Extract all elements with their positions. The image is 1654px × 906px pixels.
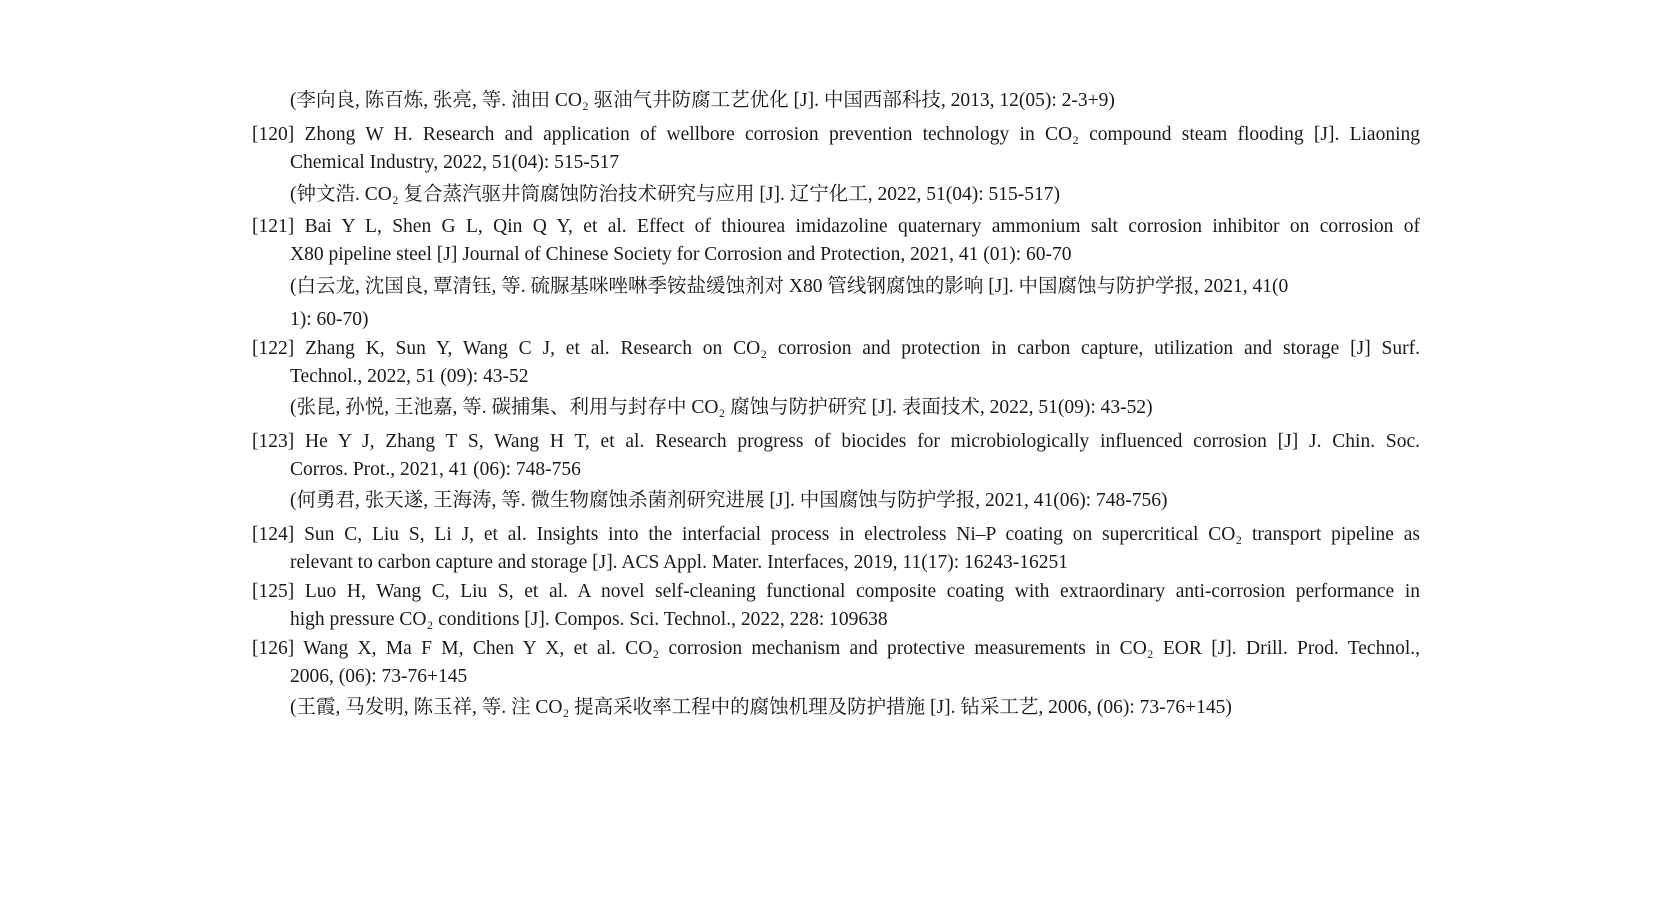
reference-line: Technol., 2022, 51 (09): 43-52 [290, 366, 529, 387]
reference-line: [126] Wang X, Ma F M, Chen Y X, et al. CO₂ corrosion mechanism and protective measurements in CO₂ EOR [J]. Drill. Prod. Technol., [252, 638, 1420, 659]
reference-line: (白云龙, 沈国良, 覃清钰, 等. 硫脲基咪唑啉季铵盐缓蚀剂对 X80 管线钢腐蚀的影响 [J]. 中国腐蚀与防护学报, 2021, 41(0 [290, 276, 1289, 297]
reference-line: relevant to carbon capture and storage [J]. ACS Appl. Mater. Interfaces, 2019, 11(17): 16243-16251 [290, 552, 1068, 573]
reference-line: Chemical Industry, 2022, 51(04): 515-517 [290, 152, 620, 173]
reference-line: [121] Bai Y L, Shen G L, Qin Q Y, et al. Effect of thiourea imidazoline quaternary ammonium salt corrosion inhibitor on corrosion of [252, 216, 1420, 237]
reference-line: (李向良, 陈百炼, 张亮, 等. 油田 CO₂ 驱油气井防腐工艺优化 [J]. 中国西部科技, 2013, 12(05): 2-3+9) [290, 90, 1115, 111]
reference-line: (何勇君, 张天遂, 王海涛, 等. 微生物腐蚀杀菌剂研究进展 [J]. 中国腐蚀与防护学报, 2021, 41(06): 748-756) [290, 490, 1168, 511]
reference-line: 2006, (06): 73-76+145 [290, 666, 468, 687]
reference-line: 1): 60-70) [290, 309, 369, 330]
reference-line: [125] Luo H, Wang C, Liu S, et al. A novel self-cleaning functional composite coating with extraordinary anti-corrosion performance in [252, 581, 1420, 602]
reference-line: (王霞, 马发明, 陈玉祥, 等. 注 CO₂ 提高采收率工程中的腐蚀机理及防护措施 [J]. 钻采工艺, 2006, (06): 73-76+145) [290, 697, 1232, 718]
reference-line: [124] Sun C, Liu S, Li J, et al. Insights into the interfacial process in electroless Ni–P coating on supercritical CO₂ transport pipeline as [252, 524, 1420, 545]
reference-line: X80 pipeline steel [J] Journal of Chinese Society for Corrosion and Protection, 2021, 41 (01): 60-70 [290, 244, 1072, 265]
reference-line: [123] He Y J, Zhang T S, Wang H T, et al. Research progress of biocides for microbiologically influenced corrosion [J] J. Chin. Soc. [252, 431, 1420, 452]
reference-line: (钟文浩. CO₂ 复合蒸汽驱井筒腐蚀防治技术研究与应用 [J]. 辽宁化工, 2022, 51(04): 515-517) [290, 184, 1060, 205]
reference-line: [120] Zhong W H. Research and application of wellbore corrosion prevention technology in CO₂ compound steam flooding [J]. Liaoning [252, 124, 1420, 145]
reference-line: Corros. Prot., 2021, 41 (06): 748-756 [290, 459, 581, 480]
reference-line: (张昆, 孙悦, 王池嘉, 等. 碳捕集、利用与封存中 CO₂ 腐蚀与防护研究 [J]. 表面技术, 2022, 51(09): 43-52) [290, 397, 1153, 418]
reference-line: [122] Zhang K, Sun Y, Wang C J, et al. Research on CO₂ corrosion and protection in carbon capture, utilization and storage [J] Surf. [252, 338, 1420, 359]
reference-line: high pressure CO₂ conditions [J]. Compos. Sci. Technol., 2022, 228: 109638 [290, 609, 888, 630]
